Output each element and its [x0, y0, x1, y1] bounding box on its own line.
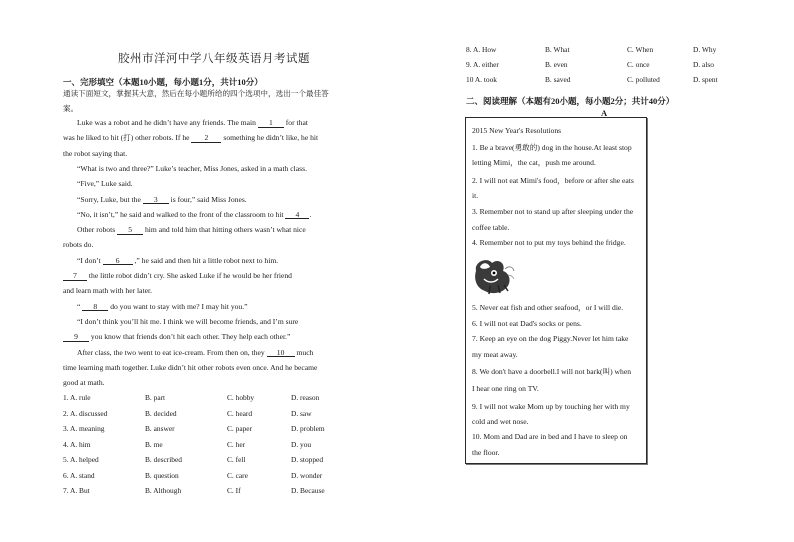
passage-line	[77, 226, 306, 235]
option-item: B. me	[145, 439, 163, 449]
passage-text: him and told him that hitting others wasn’t what nice	[145, 225, 306, 235]
option-item: D. reason	[291, 393, 320, 402]
option-item: C. heard	[227, 408, 253, 418]
resolution-line: 2. I will not eat Mimi's food，before or after she eats	[472, 176, 634, 185]
option-item: D. also	[693, 60, 714, 70]
exam-title: 胶州市洋河中学八年级英语月考试题	[118, 53, 310, 65]
resolution-line: my meat away.	[472, 350, 518, 359]
option-item: 1. A. rule	[63, 393, 91, 402]
option-item: B. saved	[545, 75, 571, 85]
option-item: 2. A. discussed	[63, 408, 108, 418]
passage-text: Other robots	[77, 225, 116, 235]
resolution-line: cold and wet nose.	[472, 417, 529, 426]
option-item: C. When	[627, 45, 654, 54]
option-item: C. polluted	[627, 75, 660, 85]
option-item: B. What	[545, 45, 570, 54]
option-item: C. fell	[227, 455, 246, 464]
passage-line	[77, 196, 247, 205]
passage-line	[77, 180, 133, 188]
passage-text: the robot saying that.	[63, 148, 128, 158]
resolution-line: 8. We don't have a doorbell.I will not bark(叫) when	[472, 367, 631, 376]
answer-blank: 3	[143, 196, 169, 205]
passage-text: “No, it isn’t,” he said and walked to the front of the classroom to hit	[77, 209, 284, 219]
option-item: C. hobby	[227, 393, 255, 402]
resolution-line: 6. I will not eat Dad's socks or pens.	[472, 319, 582, 328]
option-item: B. described	[145, 455, 182, 464]
answer-blank: 8	[82, 303, 108, 312]
option-item: C. paper	[227, 424, 253, 433]
option-item: B. answer	[145, 424, 175, 433]
passage-text: and learn math with her later.	[63, 286, 152, 296]
option-item: B. question	[145, 470, 179, 480]
option-item: D. Why	[693, 45, 717, 54]
passage-text: Luke was a robot and he didn’t have any friends. The main	[77, 118, 256, 127]
option-item: D. you	[291, 439, 312, 449]
option-item: D. saw	[291, 408, 312, 418]
resolution-line: 3. Remember not to stand up after sleeping under the	[472, 207, 634, 216]
resolution-line: 7. Keep an eye on the dog Piggy.Never let him take	[472, 334, 629, 343]
option-item: 5. A. helped	[63, 455, 99, 464]
passage-line	[77, 211, 311, 220]
option-item: 9. A. either	[466, 60, 499, 70]
option-item: 3. A. meaning	[63, 424, 105, 433]
passage-text: “I don’t	[77, 255, 101, 265]
option-item: 4. A. him	[63, 439, 91, 449]
option-item: B. decided	[145, 408, 177, 418]
passage-line	[63, 364, 317, 372]
passage-text: is four,” said Miss Jones.	[170, 194, 247, 204]
box-title: 2015 New Year's Resolutions	[472, 126, 562, 135]
passage-text: good at math.	[63, 378, 105, 388]
option-item: D. Because	[291, 486, 325, 495]
option-item: 10 A. took	[466, 75, 498, 85]
option-item: C. care	[227, 470, 248, 480]
answer-blank: 2	[191, 134, 221, 143]
passage-line	[77, 119, 308, 128]
answer-blank: 9	[63, 333, 89, 342]
resolution-line: 1. Be a brave(勇敢的) dog in the house.At least stop	[472, 143, 632, 152]
passage-text: much	[296, 347, 314, 357]
resolution-line: the floor.	[472, 448, 500, 457]
option-item: C. her	[227, 439, 246, 449]
answer-blank: 10	[267, 349, 295, 358]
section1-heading: 一、完形填空（本题10小题，每小题1分，共计10分）	[63, 77, 263, 87]
passage-text: something he didn’t like, he hit	[223, 133, 319, 143]
resolution-line: letting Mimi，the cat，push me around.	[472, 158, 596, 167]
option-item: D. wonder	[291, 470, 323, 480]
section1-instruction: 案。	[63, 104, 79, 113]
passage-line	[63, 272, 292, 281]
section2-heading: 二、阅读理解（本题有20小题，每小题2分；共计40分）	[466, 96, 675, 106]
passage-line	[77, 318, 298, 326]
section1-instruction: 通读下面短文，掌握其大意，然后在每小题所给的四个选项中，选出一个最佳答	[63, 89, 329, 98]
passage-text: “Sorry, Luke, but the	[77, 194, 141, 204]
option-item: 6. A. stand	[63, 470, 95, 480]
passage-text: the little robot didn’t cry. She asked Luke if he would be her friend	[88, 271, 292, 280]
option-item: D. problem	[291, 424, 325, 433]
passage-line	[63, 287, 152, 295]
passage-text: time learning math together. Luke didn’t hit other robots even once. And he became	[63, 362, 318, 372]
option-item: C. If	[227, 486, 241, 495]
dog-image	[470, 255, 518, 297]
option-item: B. Although	[145, 486, 182, 495]
passage-line	[77, 165, 307, 173]
passage-line	[63, 241, 93, 249]
passage-text: robots do.	[63, 240, 94, 250]
option-item: C. once	[627, 60, 650, 70]
passage-line	[63, 379, 105, 387]
answer-blank: 7	[63, 272, 87, 281]
answer-blank: 6	[103, 257, 133, 266]
passage-text: was he liked to hit (打) other robots. If he	[63, 133, 190, 143]
passage-text: “What is two and three?” Luke’s teacher, Miss Jones, asked in a math class.	[77, 163, 307, 173]
option-item: D. spent	[693, 75, 718, 85]
resolution-line: 5. Never eat fish and other seafood，or I will die.	[472, 303, 624, 312]
passage-line	[77, 349, 313, 358]
passage-text: you know that friends don’t hit each other. They help each other.”	[90, 332, 291, 342]
passage-text: for that	[285, 118, 308, 127]
resolution-line: I hear one ring on TV.	[472, 384, 539, 393]
answer-blank: 4	[285, 211, 309, 220]
part-label: A	[601, 108, 608, 118]
passage-line	[77, 257, 278, 266]
option-item: 8. A. How	[466, 45, 497, 54]
resolution-line: 9. I will not wake Mom up by touching her with my	[472, 402, 630, 411]
option-item: D. stopped	[291, 455, 324, 464]
passage-text: “I don’t think you’ll hit me. I think we will become friends, and I’m sure	[77, 316, 299, 326]
option-item: B. even	[545, 60, 568, 70]
resolution-line: 4. Remember not to put my toys behind the fridge.	[472, 238, 626, 247]
passage-line	[63, 150, 127, 158]
passage-text: do you want to stay with me? I may hit you.”	[110, 301, 248, 311]
resolution-line: 10. Mom and Dad are in bed and I have to sleep on	[472, 432, 628, 441]
passage-text: After class, the two went to eat ice-cream. From then on, they	[77, 347, 265, 357]
passage-text: ,” he said and then hit a little robot next to him.	[134, 255, 279, 265]
passage-text: .	[309, 209, 312, 219]
resolution-line: it.	[472, 191, 479, 200]
option-item: 7. A. But	[63, 486, 90, 495]
answer-blank: 5	[117, 226, 143, 235]
option-item: B. part	[145, 393, 166, 402]
passage-line	[63, 333, 290, 342]
passage-text: “Five,” Luke said.	[77, 179, 133, 189]
answer-blank: 1	[258, 119, 284, 128]
passage-text: “	[77, 301, 81, 311]
resolution-line: coffee table.	[472, 223, 510, 232]
passage-line	[63, 134, 318, 143]
passage-line	[77, 303, 247, 312]
